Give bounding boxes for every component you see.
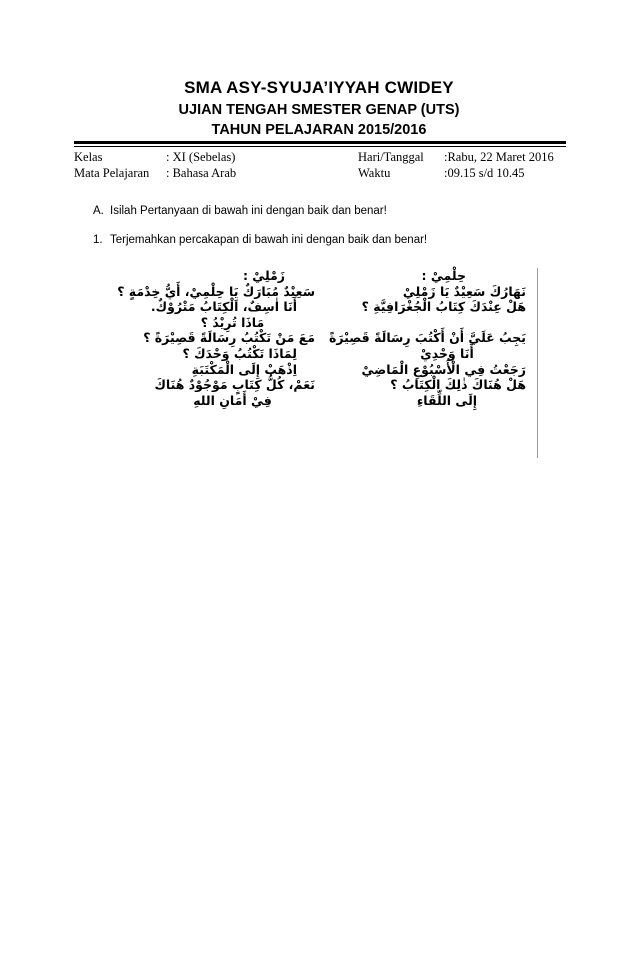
kelas-label: Kelas (74, 150, 103, 164)
dialogue-left-line: سَعِيْدٌ مُبَارَكٌ يَا حِلْمِيْ، أَيُّ خِدْمَةٍ ؟ (117, 283, 315, 299)
hari-tanggal-label: Hari/Tanggal (358, 150, 424, 164)
dialogue-right-line: إِلَى اللِّقَاءِ (416, 392, 478, 408)
waktu-value: :09.15 s/d 10.45 (444, 166, 525, 180)
dialogue-left-column (110, 268, 315, 408)
dialogue-right-line: أَنَا وَحْدِيْ (420, 345, 474, 361)
question-1-marker: 1. (93, 234, 103, 246)
dialogue-right-column (328, 268, 526, 408)
dialogue-right-spacer (338, 315, 526, 331)
dialogue-left-line: نَعَمْ، كُلُّ كِتَابٍ مَوْجُوْدٌ هُنَاكَ (154, 377, 315, 393)
header-divider-thin (74, 146, 566, 147)
mata-pelajaran-value: : Bahasa Arab (166, 166, 237, 180)
dialogue-left-line: مَاذَا تُرِيْدُ ؟ (200, 314, 265, 330)
question-1-text: Terjemahkan percakapan di bawah ini dengan baik dan benar! (110, 234, 428, 246)
dialogue-left-line: اِذْهَبْ إِلَى الْمَكْتَبَةِ (191, 361, 297, 377)
dialogue-right-line: هَلْ عِنْدَكَ كِتَابُ الْجُغْرَافِيَّةِ ؟ (361, 299, 526, 315)
dialogue-left-line: أَنَا اٰسِفٌ، اَلْكِتَابُ مَتْرُوْكٌ. (150, 299, 297, 315)
hari-tanggal-value: :Rabu, 22 Maret 2016 (444, 150, 554, 164)
section-a-text: Isilah Pertanyaan di bawah ini dengan baik dan benar! (110, 205, 387, 217)
school-name: SMA ASY-SYUJA’IYYAH CWIDEY (184, 78, 454, 97)
question-1 (93, 234, 427, 246)
mata-pelajaran-label: Mata Pelajaran (74, 166, 150, 180)
exam-title: UJIAN TENGAH SMESTER GENAP (UTS) (178, 102, 460, 118)
waktu-label: Waktu (358, 166, 391, 180)
dialogue-right-line: هَلْ هُنَاكَ ذٰلِكَ الْكِتَابُ ؟ (390, 377, 526, 393)
section-a-marker: A. (93, 205, 104, 217)
dialogue-image-edge (537, 268, 538, 458)
dialogue-image (100, 268, 540, 458)
section-a-instruction (93, 205, 387, 217)
header-divider-thick (74, 141, 566, 144)
dialogue-left-line: مَعَ مَنْ تَكْتُبُ رِسَالَةً قَصِيْرَةً ؟ (143, 330, 315, 346)
dialogue-right-speaker: حِلْمِيْ : (421, 268, 466, 283)
academic-year: TAHUN PELAJARAN 2015/2016 (211, 122, 427, 138)
dialogue-right-line: رَجَعْتُ فِي الْأُسْبُوْعِ الْمَاضِيْ (361, 361, 526, 377)
dialogue-left-line: لِمَاذَا تَكْتُبُ وَحْدَكَ ؟ (182, 345, 297, 361)
dialogue-left-speaker: زَمْلِيْ : (242, 268, 285, 283)
dialogue-right-line: يَجِبُ عَلَيَّ أَنْ أَكْتُبَ رِسَالَةً قَصِيْرَةً (328, 330, 526, 346)
dialogue-right-line: نَهَارُكَ سَعِيْدٌ يَا زَمْلِيْ (402, 283, 526, 299)
dialogue-left-line: فِيْ أَمَانِ اللهِ (193, 392, 272, 408)
kelas-value: : XI (Sebelas) (166, 150, 236, 164)
